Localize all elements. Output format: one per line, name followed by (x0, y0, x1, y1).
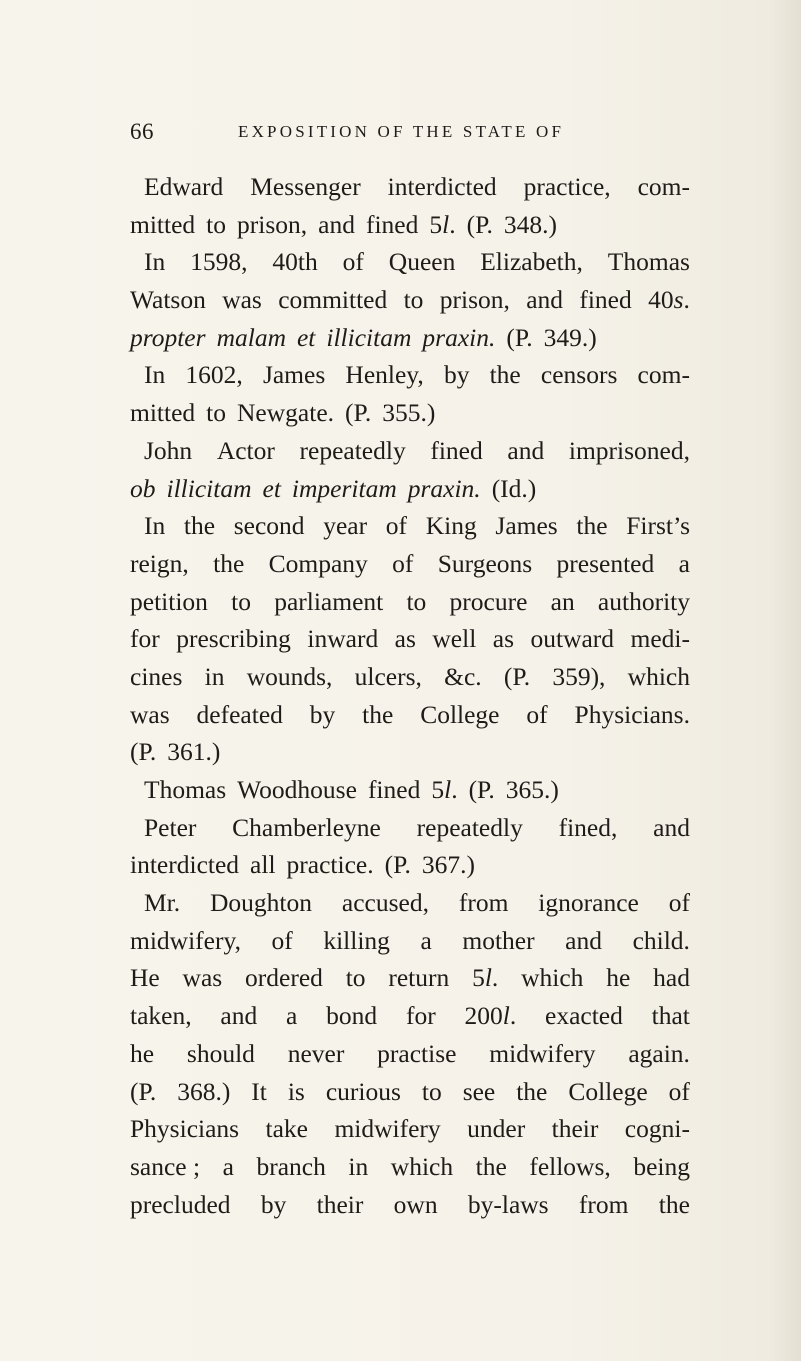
word: and (653, 812, 690, 842)
word: an (550, 586, 575, 616)
word: precluded (130, 1189, 231, 1219)
word: wounds, (246, 661, 333, 691)
word: Edward (144, 172, 224, 201)
word: from (458, 888, 509, 918)
word: In (144, 511, 166, 541)
word: Thomas (144, 775, 227, 804)
word-segment: l (442, 209, 450, 239)
word: take (265, 1114, 309, 1144)
word: their (316, 1189, 364, 1219)
text-line (130, 356, 690, 394)
word: in (204, 661, 225, 691)
word: (P. (130, 737, 157, 767)
word: bond (326, 1001, 378, 1031)
word: the (576, 511, 608, 541)
word: King (425, 511, 477, 541)
word: being (633, 1151, 690, 1181)
word: the (475, 1151, 507, 1181)
word: mitted (130, 209, 196, 239)
word: Physicians. (574, 699, 690, 729)
word: illicitam (166, 473, 252, 503)
word: for (405, 1001, 436, 1031)
word: mother (462, 925, 535, 955)
word: own (393, 1189, 438, 1219)
word: under (467, 1114, 526, 1144)
word: petition (130, 586, 208, 616)
word: fined (430, 435, 483, 465)
word-segment: 5 (429, 209, 443, 239)
word: the (213, 548, 245, 578)
word: practice. (286, 850, 374, 880)
word-segment: l (444, 775, 452, 804)
text-line (130, 959, 690, 997)
word-segment: . (509, 1001, 517, 1031)
text-line (130, 1073, 690, 1111)
word: College (568, 1076, 648, 1106)
word: Actor (216, 435, 275, 465)
word: Doughton (210, 888, 313, 918)
word: Thomas (607, 247, 690, 277)
word (429, 206, 455, 244)
word: as (394, 624, 416, 654)
text-line (130, 658, 690, 696)
word: interdicted (130, 850, 240, 880)
word (472, 959, 498, 997)
word: had (653, 963, 690, 993)
word: in (348, 1151, 369, 1181)
word: Physicians (130, 1114, 240, 1144)
word: year (323, 511, 368, 541)
word: com- (637, 172, 690, 201)
word: prison, (439, 285, 510, 315)
word: fined (365, 209, 419, 239)
word: fellows, (529, 1151, 611, 1181)
word: (P. (130, 1076, 157, 1106)
word: to (206, 209, 227, 239)
word: of (385, 511, 408, 541)
word: 365.) (505, 775, 559, 804)
word: (P. (468, 775, 495, 804)
word: by (260, 1189, 287, 1219)
word: outward (530, 624, 615, 654)
word: Messenger (250, 172, 361, 201)
word: James (495, 511, 558, 541)
word: com- (637, 360, 690, 390)
word: In (144, 247, 166, 277)
word: praxin. (422, 322, 496, 352)
page-number: 66 (130, 119, 154, 144)
word: to (403, 285, 424, 315)
word: to (345, 963, 366, 993)
word: (P. (384, 850, 411, 880)
word: for (130, 624, 160, 654)
word: repeatedly (299, 435, 406, 465)
word (464, 997, 516, 1035)
word-segment: 5 (431, 775, 445, 804)
word: was (222, 285, 262, 315)
word (648, 281, 690, 319)
word: the (516, 1076, 548, 1106)
word: fined (579, 285, 632, 315)
word: midwifery (489, 1038, 596, 1068)
word: John (144, 435, 193, 465)
word: their (551, 1114, 599, 1144)
word: medi- (630, 624, 690, 654)
word: malam (216, 322, 286, 352)
text-line (130, 1035, 690, 1073)
word: imprisoned, (568, 435, 690, 465)
word: It (251, 1076, 267, 1106)
word: Mr. (144, 888, 181, 918)
word: of (271, 925, 293, 955)
word: 368.) (177, 1076, 231, 1106)
word: which (390, 1151, 454, 1181)
word: a (286, 1001, 298, 1031)
word: censors (540, 360, 618, 390)
word: et (296, 322, 316, 352)
word: 1598, (190, 247, 248, 277)
text-line (130, 771, 690, 809)
word: the (362, 699, 394, 729)
word: was (182, 963, 223, 993)
word: accused, (341, 888, 429, 918)
word: he (130, 1038, 155, 1068)
body-text (130, 168, 690, 1223)
word: Henley, (345, 360, 424, 390)
word: imperitam (291, 473, 397, 503)
word: ignorance (538, 888, 639, 918)
word: committed (278, 285, 388, 315)
word: 367.) (421, 850, 475, 880)
word: cines (130, 661, 183, 691)
word: and (507, 435, 545, 465)
word: a (222, 1151, 234, 1181)
word: of (668, 1076, 690, 1106)
word: of (526, 699, 548, 729)
word-segment: l (502, 1001, 510, 1031)
word: well (432, 624, 477, 654)
word: that (651, 1001, 690, 1031)
word-segment: 200 (464, 1001, 503, 1031)
word: second (233, 511, 305, 541)
word: by (309, 699, 336, 729)
word: never (287, 1038, 345, 1068)
text-line (130, 243, 690, 281)
text-line (130, 168, 690, 206)
word: which (627, 661, 690, 691)
text-line (130, 394, 690, 432)
word: parliament (274, 586, 384, 616)
word: reign, (130, 548, 189, 578)
word: Surgeons (437, 548, 533, 578)
word: First’s (626, 511, 690, 541)
text-line (130, 733, 690, 771)
word: procure (449, 586, 528, 616)
word: killing (323, 925, 390, 955)
word-segment: . (449, 209, 456, 239)
text-line (130, 696, 690, 734)
word: &c. (444, 661, 482, 691)
text-line (130, 281, 690, 319)
word-segment: . (683, 285, 690, 315)
word: prescribing (176, 624, 291, 654)
text-line (130, 1186, 690, 1224)
word (431, 771, 457, 809)
word: Watson (130, 285, 206, 315)
word: cogni- (624, 1114, 690, 1144)
word: return (388, 963, 450, 993)
word: the (658, 1189, 690, 1219)
word: Newgate. (237, 398, 335, 428)
text-line (130, 1148, 690, 1186)
text-line (130, 432, 690, 470)
word: interdicted (387, 172, 497, 201)
word: 348.) (503, 209, 557, 239)
word: fined (367, 775, 421, 804)
word: 361.) (167, 737, 221, 767)
word: Queen (388, 247, 456, 277)
text-line (130, 1110, 690, 1148)
text-line (130, 470, 690, 508)
word: of (342, 247, 364, 277)
word: (P. (503, 661, 531, 691)
word: see (462, 1076, 496, 1106)
text-line (130, 545, 690, 583)
word: all (250, 850, 276, 880)
word-segment: 40 (648, 285, 674, 315)
word: is (287, 1076, 305, 1106)
word: 40th (272, 247, 318, 277)
text-line (130, 620, 690, 658)
word: defeated (196, 699, 283, 729)
word: practice, (523, 172, 611, 201)
word-segment: . (451, 775, 458, 804)
word: which (521, 963, 584, 993)
word: mitted (130, 398, 196, 428)
word: fined, (558, 812, 618, 842)
word: (Id.) (491, 473, 537, 503)
word: 359), (552, 661, 606, 691)
word: illicitam (326, 322, 412, 352)
word: authority (597, 586, 690, 616)
word: presented (556, 548, 655, 578)
running-head-title: EXPOSITION OF THE STATE OF (238, 122, 565, 141)
word: ob (130, 473, 156, 503)
word: to (231, 586, 251, 616)
word: to (421, 1076, 442, 1106)
word: again. (628, 1038, 690, 1068)
word: inward (307, 624, 379, 654)
word: curious (325, 1076, 401, 1106)
word: the (183, 511, 216, 541)
word: Peter (144, 812, 197, 842)
word: as (492, 624, 515, 654)
word-segment: . (491, 963, 499, 993)
word-segment: 5 (472, 963, 485, 993)
word-segment: s (673, 285, 684, 315)
word: to (406, 586, 427, 616)
word: a (420, 925, 432, 955)
text-line (130, 997, 690, 1035)
word: midwifery (334, 1114, 441, 1144)
word: and (318, 209, 355, 239)
word: of (392, 548, 414, 578)
word: 355.) (382, 398, 436, 428)
text-line (130, 809, 690, 847)
word: (P. (506, 322, 533, 352)
word: College (420, 699, 500, 729)
word: Chamberleyne (232, 812, 381, 842)
word: propter (130, 322, 206, 352)
word: should (186, 1038, 255, 1068)
word: ulcers, (354, 661, 422, 691)
text-line (130, 846, 690, 884)
word: of (668, 888, 690, 918)
word: sance ; (130, 1151, 201, 1181)
word: ordered (245, 963, 323, 993)
text-line (130, 884, 690, 922)
word: the (489, 360, 521, 390)
running-head (130, 119, 690, 149)
word: a (678, 548, 690, 578)
text-line (130, 507, 690, 545)
text-line (130, 206, 690, 244)
word: Company (268, 548, 368, 578)
word: prison, (237, 209, 308, 239)
word: repeatedly (416, 812, 523, 842)
word: He (130, 963, 160, 993)
word: branch (256, 1151, 326, 1181)
word: praxin. (407, 473, 481, 503)
word: was (130, 699, 170, 729)
word: In (144, 360, 166, 390)
word: exacted (545, 1001, 623, 1031)
word: practise (377, 1038, 457, 1068)
text-line (130, 922, 690, 960)
word: 1602, (185, 360, 243, 390)
word: midwifery, (130, 925, 241, 955)
word: to (206, 398, 227, 428)
word: (P. (466, 209, 493, 239)
text-line (130, 319, 690, 357)
word: by (443, 360, 470, 390)
word: from (578, 1189, 629, 1219)
word: and (526, 285, 564, 315)
word: child. (632, 925, 690, 955)
word: (P. (345, 398, 372, 428)
word: and (565, 925, 602, 955)
word: he (606, 963, 631, 993)
word: taken, (130, 1001, 192, 1031)
word: Elizabeth, (480, 247, 583, 277)
word: and (220, 1001, 258, 1031)
word: James (262, 360, 326, 390)
word: 349.) (543, 322, 597, 352)
word: by-laws (467, 1189, 549, 1219)
word-segment: l (484, 963, 492, 993)
word: Woodhouse (237, 775, 357, 804)
word: et (262, 473, 281, 503)
text-line (130, 583, 690, 621)
